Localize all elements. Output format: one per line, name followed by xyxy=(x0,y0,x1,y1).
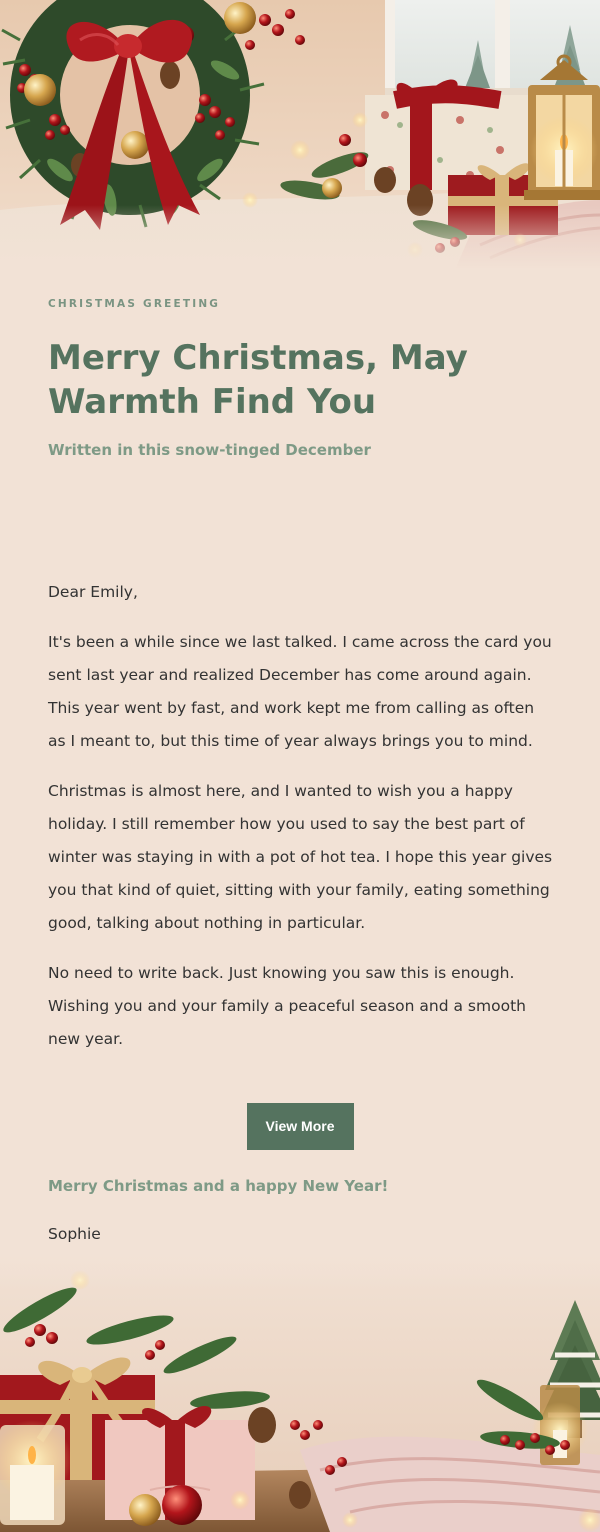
view-more-button[interactable]: View More xyxy=(247,1103,354,1150)
salutation: Dear Emily, xyxy=(48,583,138,601)
hero-image-top xyxy=(0,0,600,270)
page-title: Merry Christmas, May Warmth Find You xyxy=(48,338,468,422)
letter-paragraph: No need to write back. Just knowing you saw this is enough. Wishing you and your family a peaceful season and a smooth new year. xyxy=(48,964,526,1048)
gifts-candles-illustration xyxy=(0,1250,600,1532)
closing-line: Merry Christmas and a happy New Year! xyxy=(48,1177,389,1195)
cta-container xyxy=(0,1103,600,1150)
letter-paragraph: It's been a while since we last talked. I came across the card you sent last year and realized December has come around again. This year went by fast, and work kept me from calling as often as I meant to, but this time of year always brings you to mind. xyxy=(48,633,552,750)
letter-body xyxy=(48,576,556,1073)
wreath-gifts-illustration xyxy=(0,0,600,270)
letter-paragraph: Christmas is almost here, and I wanted to wish you a happy holiday. I still remember how you used to say the best part of winter was staying in with a pot of hot tea. I hope this year gives you that kind of quiet, sitting with your family, eating something good, talking about nothing in particular. xyxy=(48,782,553,932)
hero-image-bottom xyxy=(0,1250,600,1532)
signature: Sophie xyxy=(48,1225,101,1243)
subtitle: Written in this snow-tinged December xyxy=(48,441,371,459)
eyebrow-label: CHRISTMAS GREETING xyxy=(48,298,221,310)
